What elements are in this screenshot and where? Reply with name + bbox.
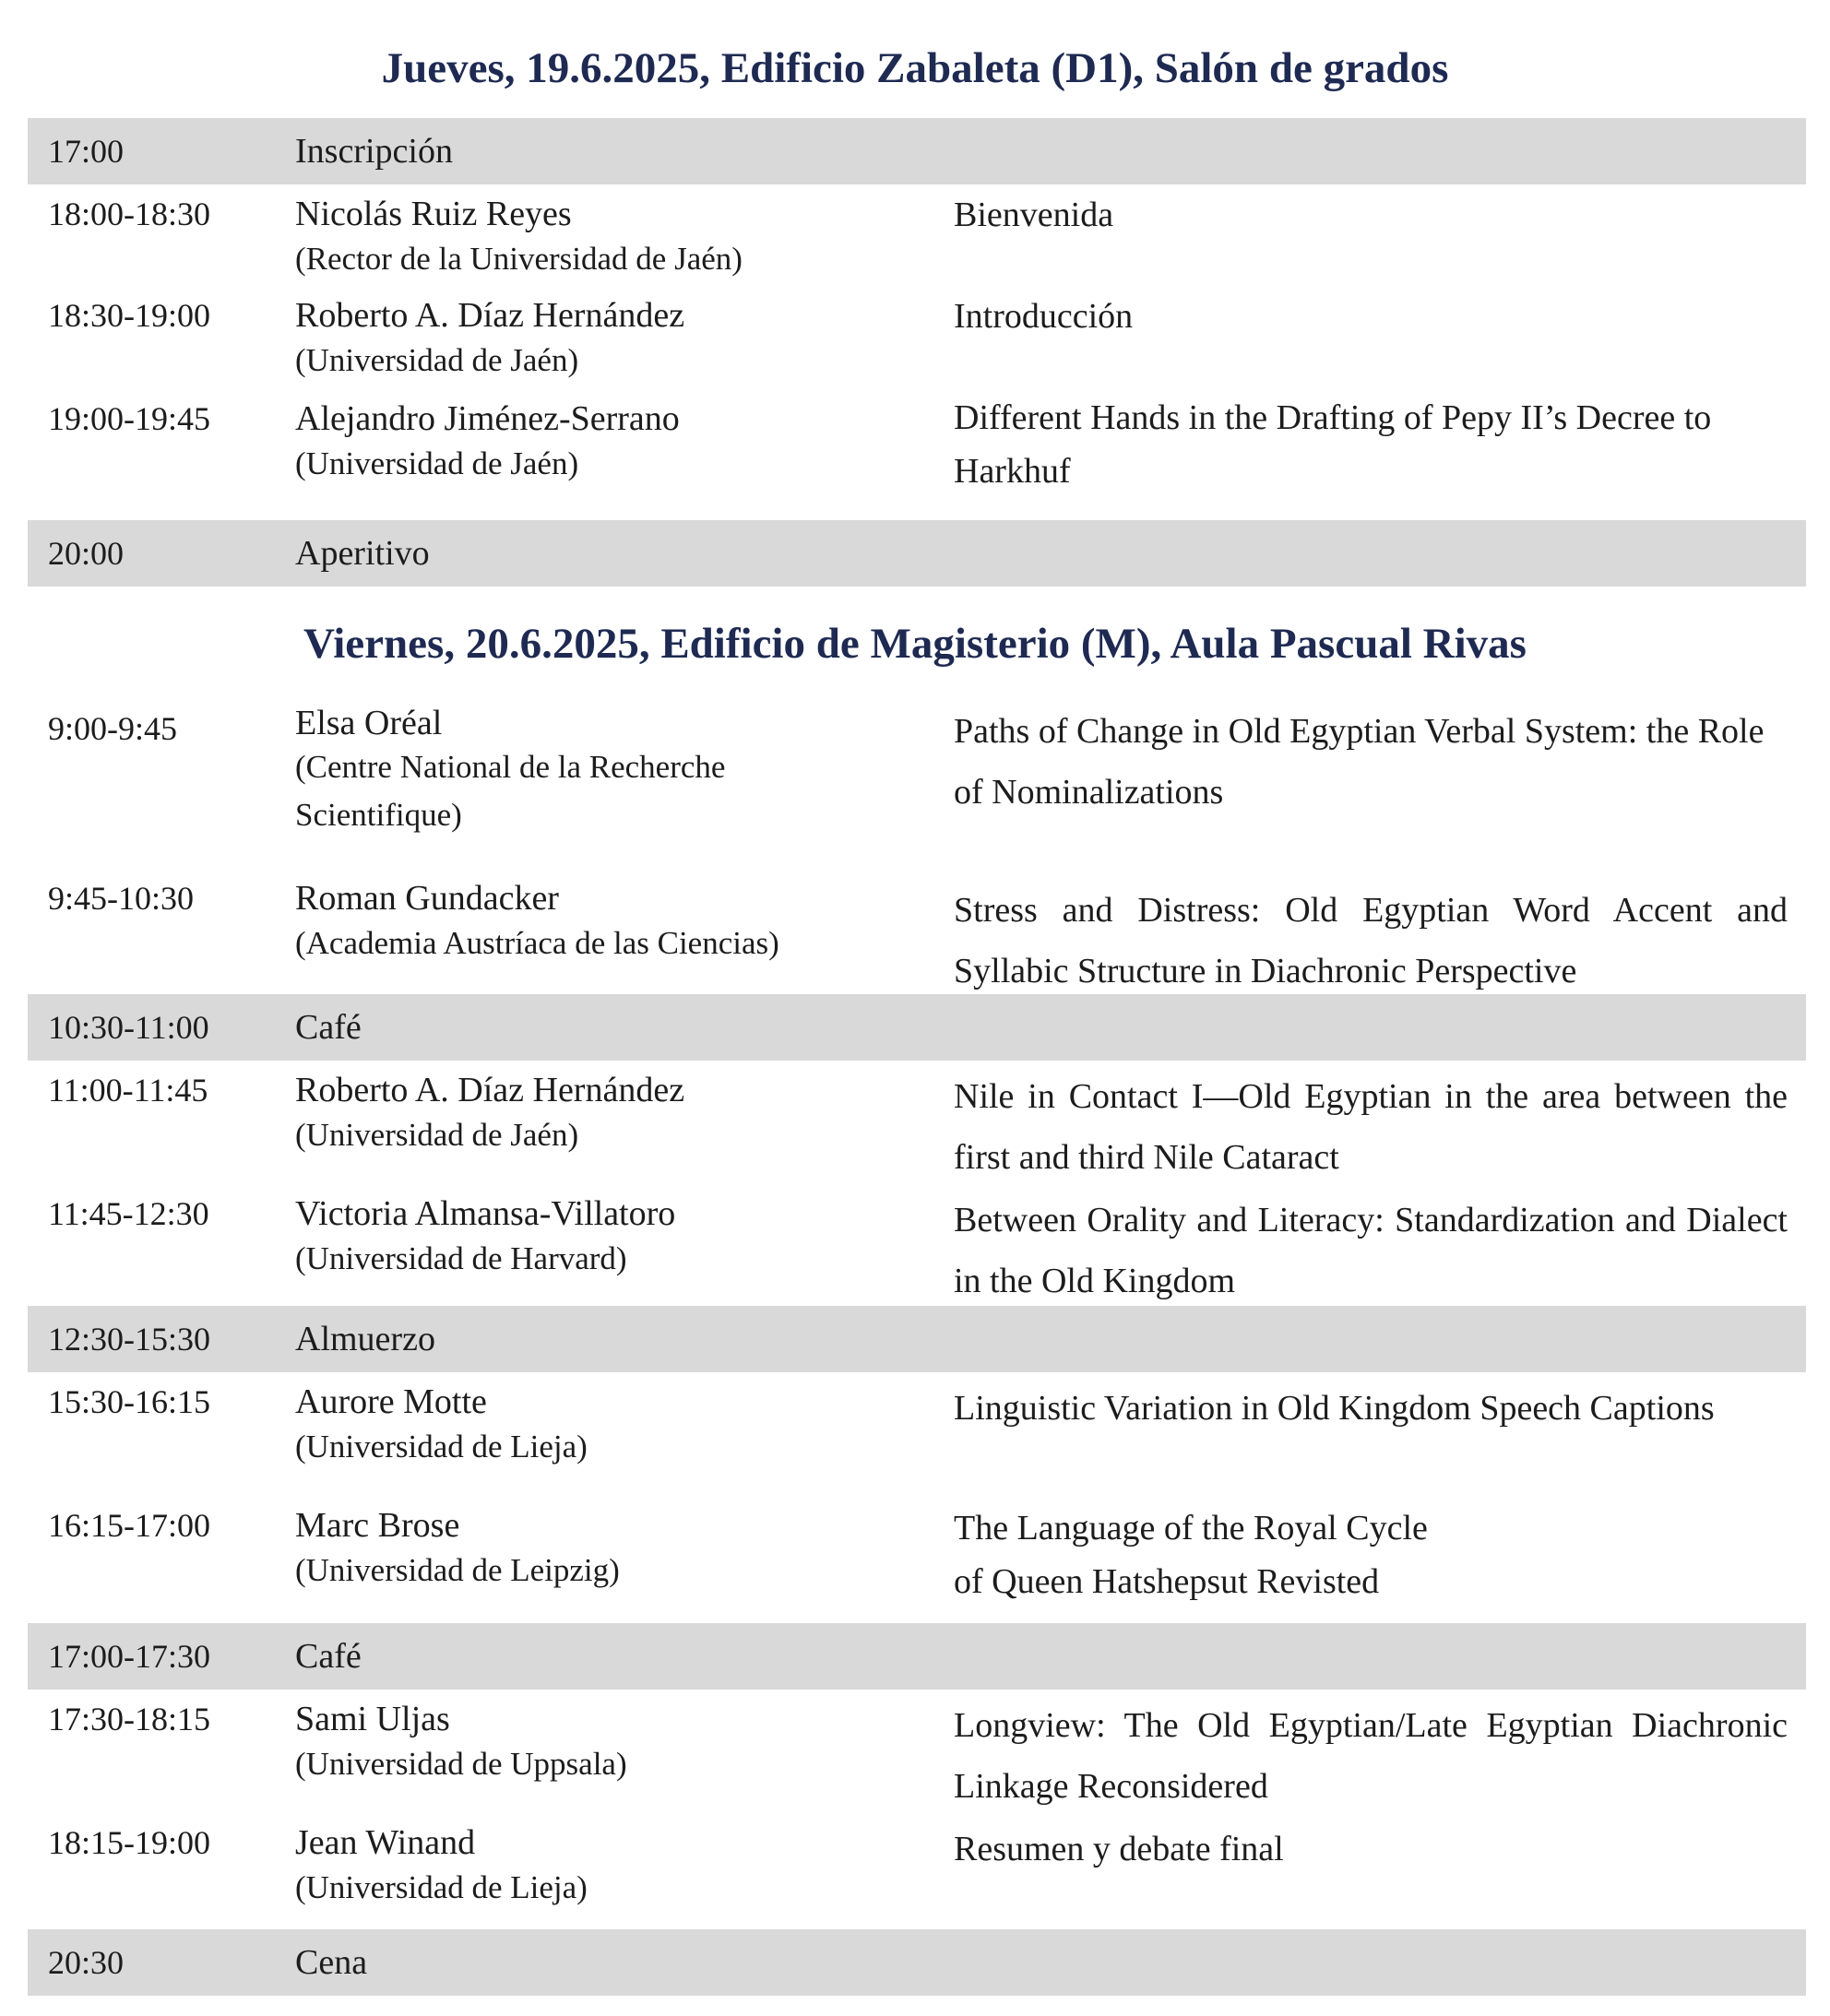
schedule-row-break <box>28 994 1806 1061</box>
day1-title: Jueves, 19.6.2025, Edificio Zabaleta (D1), Salón de grados <box>381 44 1449 92</box>
schedule-row-break <box>28 1623 1806 1690</box>
talk-title: Nile in Contact I—Old Egyptian in the area between the first and third Nile Cataract <box>954 1077 1788 1177</box>
schedule-row <box>28 1193 1806 1304</box>
speaker-affiliation: (Universidad de Lieja) <box>295 1429 588 1465</box>
talk-title: Resumen y debate final <box>954 1830 1284 1868</box>
speaker-affiliation: (Universidad de Lieja) <box>295 1869 588 1905</box>
speaker-affiliation: (Universidad de Jaén) <box>295 445 579 481</box>
speaker-affiliation: (Universidad de Leipzig) <box>295 1552 620 1588</box>
speaker-name: Alejandro Jiménez-Serrano <box>295 399 680 438</box>
talk-title: Between Orality and Literacy: Standardization and Dialect in the Old Kingdom <box>954 1201 1788 1300</box>
time: 18:15-19:00 <box>48 1824 210 1861</box>
speaker-block <box>295 1382 588 1472</box>
time: 11:45-12:30 <box>48 1195 209 1232</box>
schedule-row <box>28 1382 1806 1501</box>
speaker-block <box>295 1699 627 1789</box>
schedule-row <box>28 878 1806 989</box>
speaker-name: Aurore Motte <box>295 1382 487 1421</box>
speaker-affiliation: (Centre National de la Recherche Scientifique) <box>295 749 726 833</box>
schedule-row <box>28 1822 1806 1924</box>
schedule-row <box>28 295 1806 397</box>
speaker-affiliation: (Universidad de Jaén) <box>295 342 579 378</box>
speaker-affiliation: (Universidad de Uppsala) <box>295 1746 627 1782</box>
speaker-block <box>295 1822 588 1913</box>
time: 19:00-19:45 <box>48 400 210 437</box>
talk-title-line: The Language of the Royal Cycle <box>954 1509 1428 1548</box>
time: 18:00-18:30 <box>48 196 210 232</box>
time: 20:30 <box>48 1944 125 1981</box>
speaker-name: Elsa Oréal <box>295 704 443 742</box>
speaker-block <box>295 703 885 839</box>
day2-title: Viernes, 20.6.2025, Edificio de Magisterio (M), Aula Pascual Rivas <box>303 620 1527 668</box>
speaker-affiliation: (Rector de la Universidad de Jaén) <box>295 241 743 277</box>
speaker-name: Sami Uljas <box>295 1700 450 1738</box>
talk-title-line: of Queen Hatshepsut Revisted <box>954 1562 1380 1601</box>
speaker-block <box>295 295 684 385</box>
speaker-block <box>295 398 680 489</box>
talk-title: Linguistic Variation in Old Kingdom Speech Captions <box>954 1389 1715 1428</box>
talk-title: Different Hands in the Drafting of Pepy II’s Decree to Harkhuf <box>954 398 1712 491</box>
talk-title <box>954 1501 1788 1608</box>
activity-label: Aperitivo <box>295 534 430 573</box>
time: 18:30-19:00 <box>48 297 210 334</box>
speaker-affiliation: (Universidad de Jaén) <box>295 1117 579 1153</box>
speaker-block <box>295 1070 684 1160</box>
schedule-row <box>28 398 1806 509</box>
time: 17:30-18:15 <box>48 1701 210 1737</box>
speaker-name: Roberto A. Díaz Hernández <box>295 296 685 335</box>
activity-label: Almuerzo <box>295 1320 435 1358</box>
speaker-block <box>295 1505 620 1595</box>
activity-label: Café <box>295 1637 362 1676</box>
schedule-row <box>28 194 1806 295</box>
speaker-name: Roberto A. Díaz Hernández <box>295 1071 685 1109</box>
speaker-name: Roman Gundacker <box>295 879 559 918</box>
speaker-block <box>295 878 779 968</box>
speaker-block <box>295 194 743 284</box>
speaker-name: Jean Winand <box>295 1823 476 1862</box>
schedule-row <box>28 1070 1806 1190</box>
schedule-row <box>28 1699 1806 1819</box>
talk-title: Bienvenida <box>954 196 1114 234</box>
time: 9:00-9:45 <box>48 710 177 747</box>
speaker-name: Marc Brose <box>295 1506 460 1545</box>
time: 20:00 <box>48 535 125 572</box>
speaker-affiliation: (Universidad de Harvard) <box>295 1240 627 1276</box>
time: 10:30-11:00 <box>48 1009 209 1046</box>
time: 12:30-15:30 <box>48 1321 210 1358</box>
schedule-row-dinner <box>28 1929 1806 1996</box>
schedule-row <box>28 703 1806 850</box>
time: 11:00-11:45 <box>48 1072 208 1109</box>
time: 15:30-16:15 <box>48 1383 210 1420</box>
schedule-row-aperitivo <box>28 520 1806 587</box>
schedule-row-registration <box>28 118 1806 184</box>
talk-title: Stress and Distress: Old Egyptian Word Accent and Syllabic Structure in Diachronic Perspective <box>954 891 1788 990</box>
activity-label: Cena <box>295 1943 368 1982</box>
speaker-affiliation: (Academia Austríaca de las Ciencias) <box>295 925 779 961</box>
time: 17:00 <box>48 133 125 170</box>
speaker-block <box>295 1193 675 1284</box>
talk-title: Paths of Change in Old Egyptian Verbal System: the Role of Nominalizations <box>954 712 1765 812</box>
speaker-name: Nicolás Ruiz Reyes <box>295 195 572 233</box>
activity-label: Café <box>295 1008 362 1047</box>
activity-label: Inscripción <box>295 132 453 171</box>
time: 16:15-17:00 <box>48 1507 210 1544</box>
speaker-name: Victoria Almansa-Villatoro <box>295 1194 676 1233</box>
schedule-row <box>28 1505 1806 1616</box>
schedule-row-break <box>28 1306 1806 1372</box>
time: 9:45-10:30 <box>48 880 194 917</box>
talk-title: Introducción <box>954 297 1134 336</box>
time: 17:00-17:30 <box>48 1638 210 1675</box>
talk-title: Longview: The Old Egyptian/Late Egyptian Diachronic Linkage Reconsidered <box>954 1706 1788 1806</box>
